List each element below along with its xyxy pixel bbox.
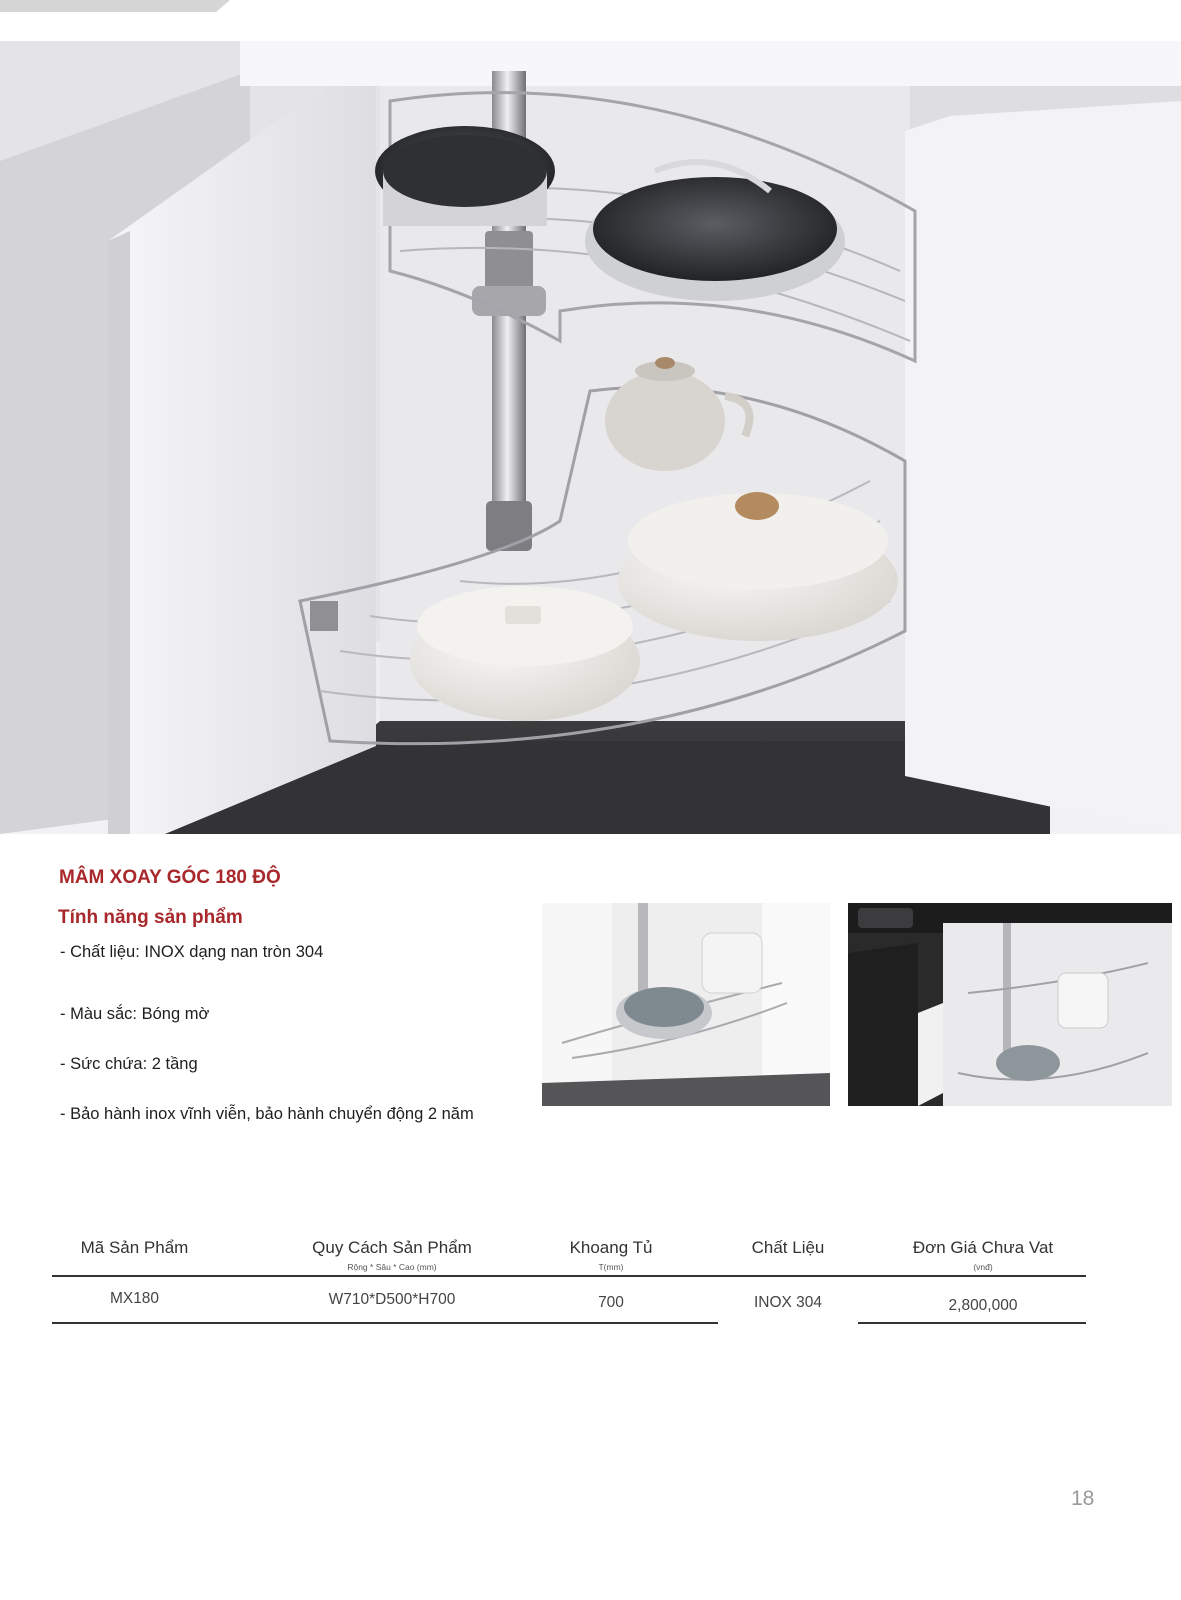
product-title: MÂM XOAY GÓC 180 ĐỘ bbox=[59, 867, 281, 888]
col-header-cabinet: Khoang Tủ bbox=[569, 1238, 653, 1257]
cell-code: MX180 bbox=[109, 1290, 160, 1307]
col-header-code: Mã Sản Phẩm bbox=[80, 1238, 189, 1257]
detail-photo-1 bbox=[542, 903, 830, 1106]
top-corner-tab bbox=[0, 0, 230, 12]
col-subheader-spec: Rộng * Sâu * Cao (mm) bbox=[347, 1262, 437, 1272]
col-subheader-cabinet: T(mm) bbox=[598, 1262, 624, 1272]
col-header-material: Chất Liệu bbox=[751, 1238, 825, 1257]
feature-material: - Chất liệu: INOX dạng nan tròn 304 bbox=[60, 943, 324, 961]
cell-price: 2,800,000 bbox=[948, 1297, 1018, 1314]
page-number: 18 bbox=[1071, 1487, 1095, 1510]
col-header-price: Đơn Giá Chưa Vat bbox=[912, 1238, 1054, 1257]
cell-spec: W710*D500*H700 bbox=[328, 1291, 456, 1308]
cell-material: INOX 304 bbox=[753, 1294, 823, 1311]
hero-product-photo bbox=[0, 41, 1181, 834]
table-bottom-rule-left bbox=[52, 1322, 718, 1324]
feature-capacity: - Sức chứa: 2 tầng bbox=[60, 1055, 198, 1073]
table-header-rule bbox=[52, 1275, 1086, 1277]
features-heading: Tính năng sản phẩm bbox=[58, 907, 243, 928]
cell-cabinet: 700 bbox=[598, 1294, 624, 1311]
feature-warranty: - Bảo hành inox vĩnh viễn, bảo hành chuyển động 2 năm bbox=[60, 1105, 474, 1123]
col-subheader-price: (vnđ) bbox=[973, 1262, 993, 1272]
detail-photo-2 bbox=[848, 903, 1172, 1106]
col-header-spec: Quy Cách Sản Phẩm bbox=[312, 1238, 472, 1257]
table-bottom-rule-right bbox=[858, 1322, 1086, 1324]
feature-color: - Màu sắc: Bóng mờ bbox=[60, 1005, 210, 1023]
